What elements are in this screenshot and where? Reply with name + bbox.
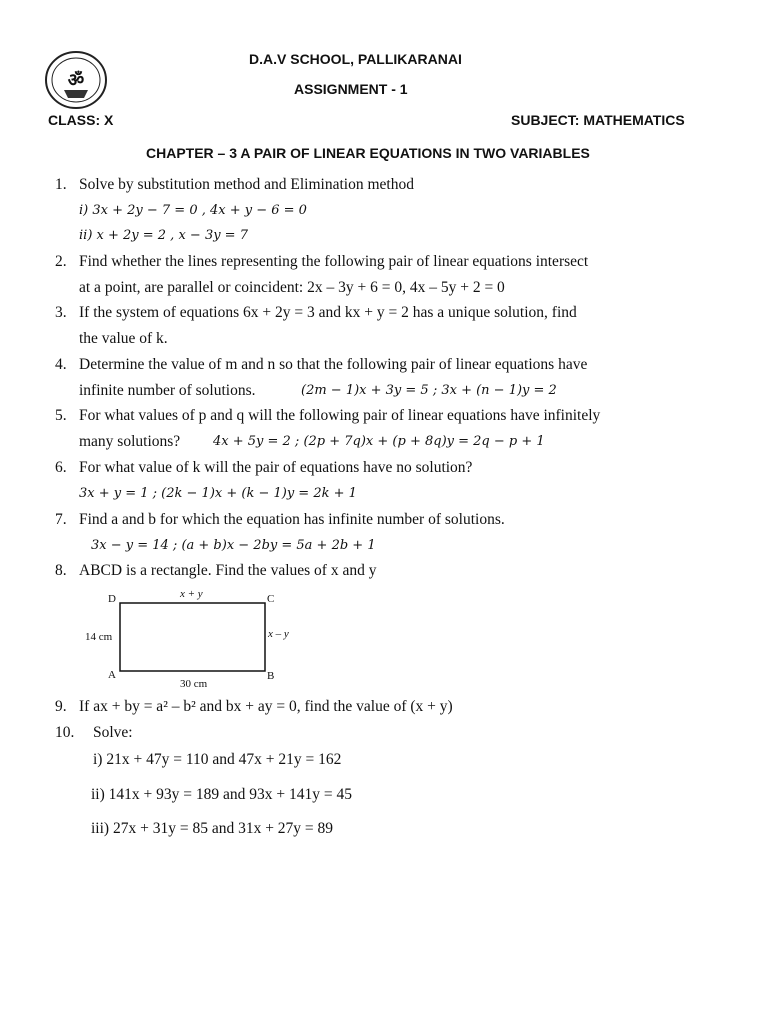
question-number: 1.: [55, 176, 67, 193]
subject-label: SUBJECT: MATHEMATICS: [511, 112, 685, 128]
question-number: 10.: [55, 724, 75, 741]
school-name: D.A.V SCHOOL, PALLIKARANAI: [249, 51, 462, 67]
question-number: 7.: [55, 511, 67, 528]
assignment-title: ASSIGNMENT - 1: [294, 81, 408, 97]
bottom-side-label: 30 cm: [180, 678, 208, 690]
question-text: If ax + by = a² – b² and bx + ay = 0, find the value of (x + y): [79, 698, 453, 715]
question-number: 3.: [55, 304, 67, 321]
question-number: 8.: [55, 562, 67, 579]
question-text: If the system of equations 6x + 2y = 3 and kx + y = 2 has a unique solution, find: [79, 304, 577, 321]
question-text: at a point, are parallel or coincident: 2x – 3y + 6 = 0, 4x – 5y + 2 = 0: [79, 279, 505, 296]
question-text: For what values of p and q will the following pair of linear equations have infinitely: [79, 407, 601, 424]
question-part: ii) 141x + 93y = 189 and 93x + 141y = 45: [91, 786, 352, 803]
vertex-d-label: D: [108, 593, 116, 605]
question-text: Find whether the lines representing the following pair of linear equations intersect: [79, 253, 589, 270]
school-logo: [44, 50, 108, 110]
vertex-b-label: B: [267, 670, 275, 682]
chapter-title: CHAPTER – 3 A PAIR OF LINEAR EQUATIONS IN TWO VARIABLES: [146, 145, 590, 161]
question-equation: 3x + y = 1 ; (2k − 1)x + (k − 1)y = 2k + 1: [79, 486, 357, 501]
question-number: 2.: [55, 253, 67, 270]
question-text: Determine the value of m and n so that the following pair of linear equations have: [79, 356, 588, 373]
question-number: 6.: [55, 459, 67, 476]
rectangle-diagram: [80, 585, 310, 690]
question-text: For what value of k will the pair of equations have no solution?: [79, 459, 473, 476]
question-text: ABCD is a rectangle. Find the values of x and y: [79, 562, 377, 579]
question-text: Solve by substitution method and Elimination method: [79, 176, 414, 193]
question-equation: (2m − 1)x + 3y = 5 ; 3x + (n − 1)y = 2: [301, 383, 557, 398]
question-text: Find a and b for which the equation has infinite number of solutions.: [79, 511, 505, 528]
question-equation: 4x + 5y = 2 ; (2p + 7q)x + (p + 8q)y = 2q − p + 1: [213, 434, 545, 449]
top-side-label: x + y: [180, 588, 203, 600]
question-part: ii) x + 2y = 2 , x − 3y = 7: [79, 228, 248, 243]
vertex-a-label: A: [108, 669, 116, 681]
question-text: the value of k.: [79, 330, 168, 347]
question-number: 5.: [55, 407, 67, 424]
question-number: 9.: [55, 698, 67, 715]
class-label: CLASS: X: [48, 112, 114, 128]
question-part: i) 21x + 47y = 110 and 47x + 21y = 162: [93, 751, 342, 768]
question-text: many solutions?: [79, 433, 181, 450]
vertex-c-label: C: [267, 593, 275, 605]
question-text: infinite number of solutions.: [79, 382, 256, 399]
question-part: iii) 27x + 31y = 85 and 31x + 27y = 89: [91, 820, 334, 837]
svg-text:ॐ: ॐ: [67, 70, 85, 91]
right-side-label: x – y: [268, 628, 289, 640]
question-text: Solve:: [93, 724, 133, 741]
rectangle-abcd: [120, 603, 265, 671]
question-number: 4.: [55, 356, 67, 373]
question-equation: 3x − y = 14 ; (a + b)x − 2by = 5a + 2b + 1: [91, 538, 376, 553]
left-side-label: 14 cm: [85, 631, 113, 643]
question-part: i) 3x + 2y − 7 = 0 , 4x + y − 6 = 0: [79, 203, 307, 218]
